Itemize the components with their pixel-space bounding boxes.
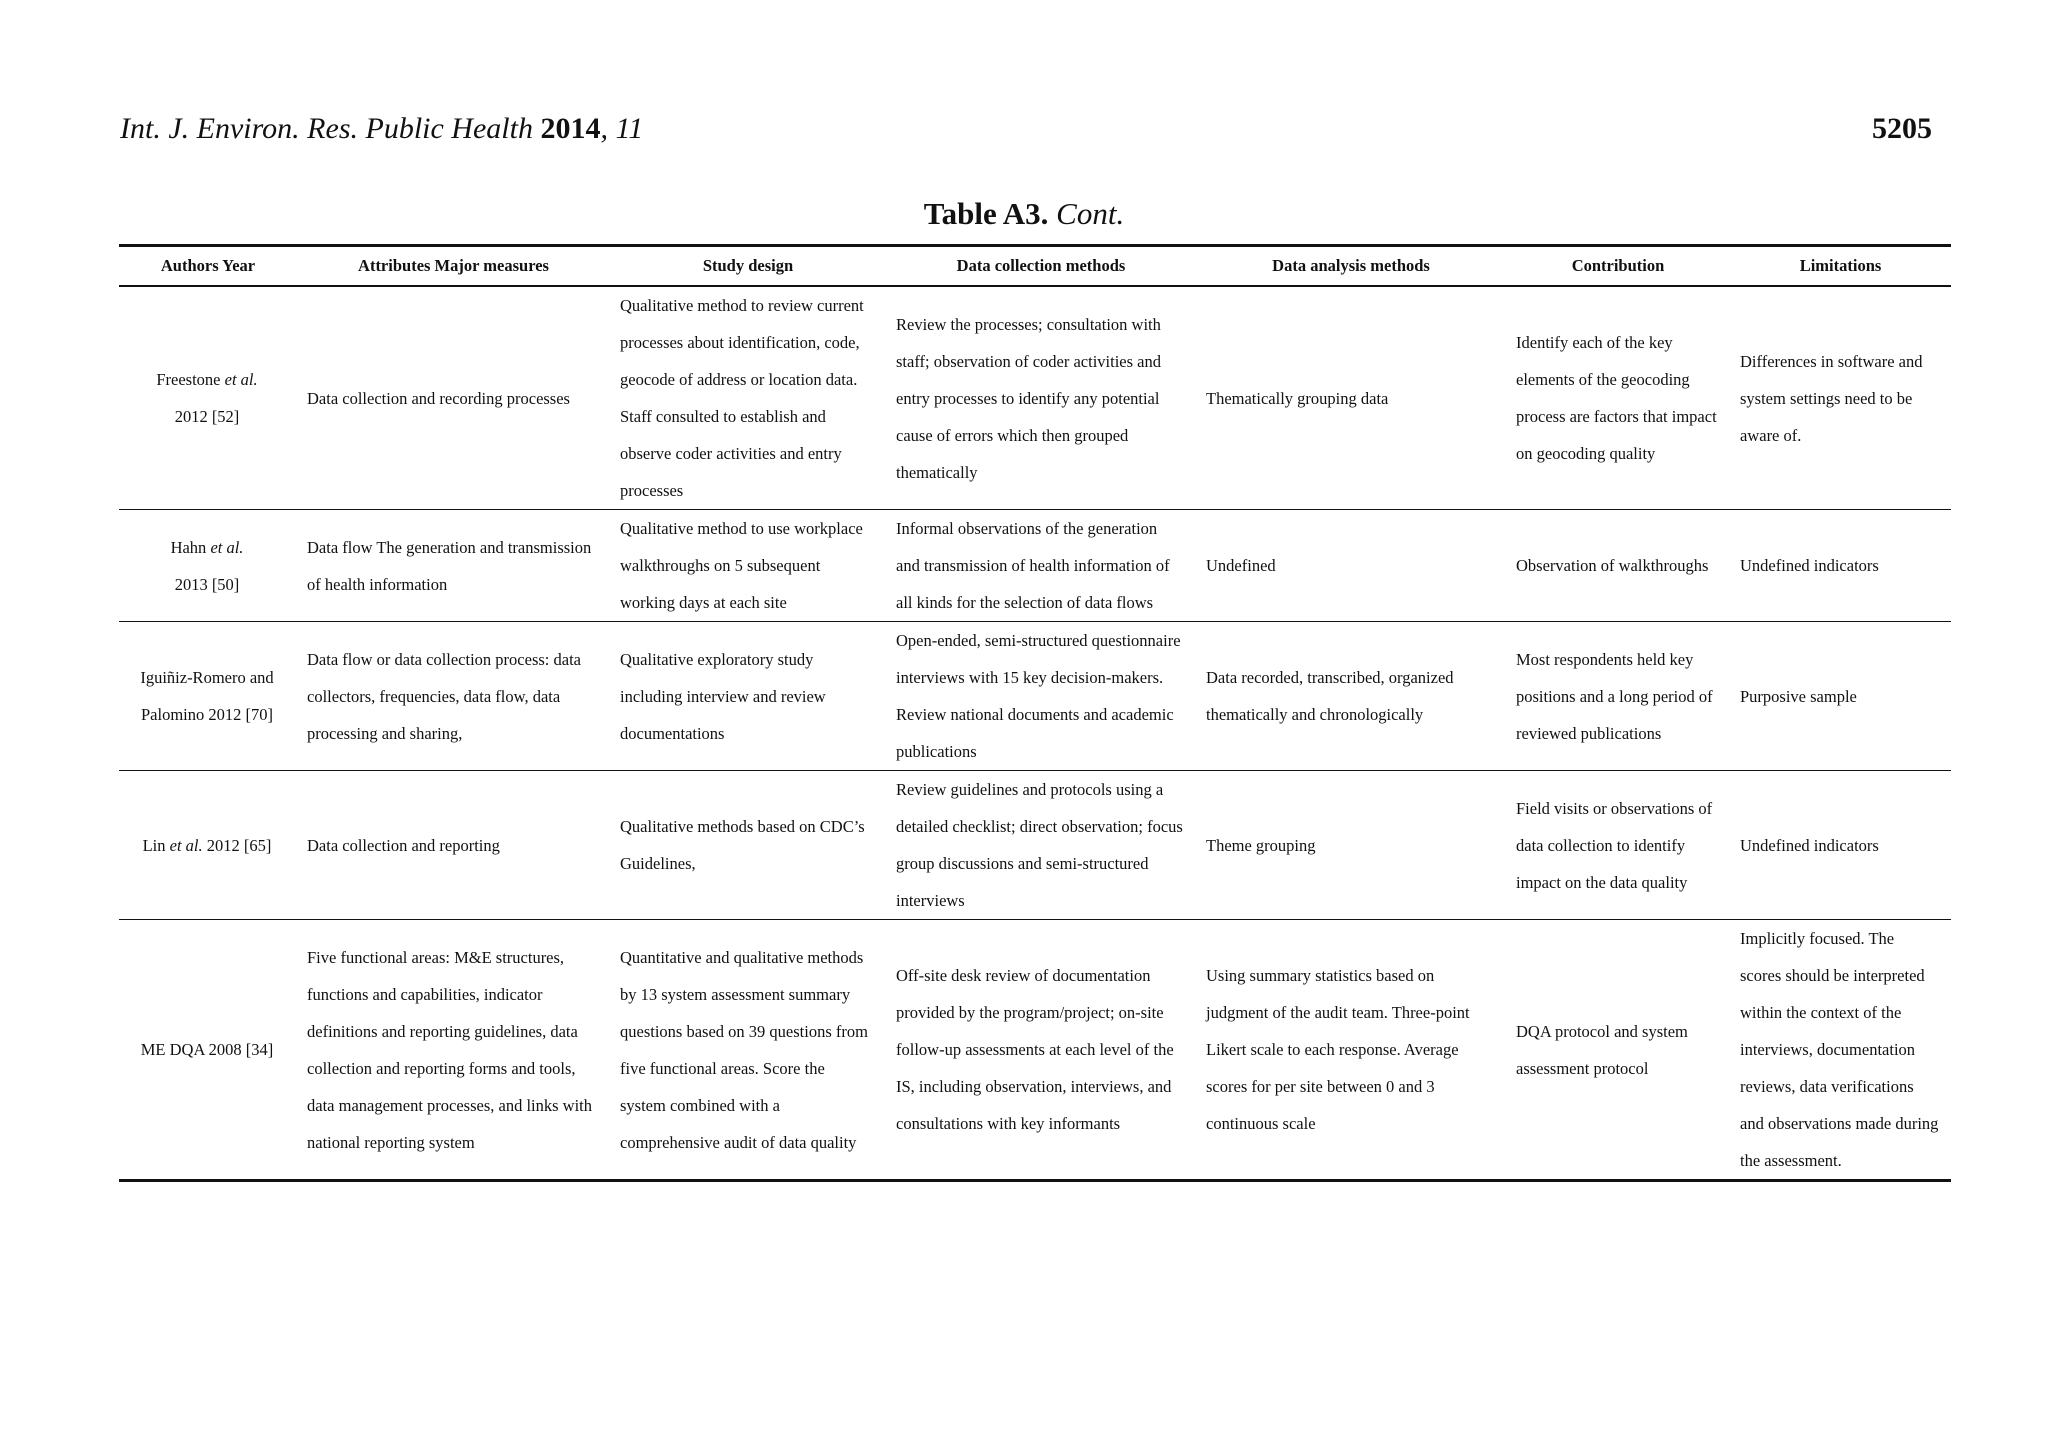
attributes-cell: Data collection and recording processes — [297, 286, 610, 510]
contribution-cell: Identify each of the key elements of the geocoding process are factors that impact on geocoding quality — [1506, 286, 1730, 510]
column-header: Data analysis methods — [1196, 246, 1506, 287]
data-analysis-cell: Undefined — [1196, 510, 1506, 622]
limitations-cell: Purposive sample — [1730, 622, 1951, 771]
contribution-cell: Observation of walkthroughs — [1506, 510, 1730, 622]
column-header: Study design — [610, 246, 886, 287]
journal-year: 2014 — [540, 112, 601, 145]
data-analysis-cell: Thematically grouping data — [1196, 286, 1506, 510]
column-header: Authors Year — [119, 246, 297, 287]
journal-name: Int. J. Environ. Res. Public Health — [120, 112, 533, 145]
author-cell: Freestone et al. 2012 [52] — [119, 286, 297, 510]
data-table — [119, 244, 1951, 1182]
author-cell: Lin et al. 2012 [65] — [119, 771, 297, 920]
limitations-cell: Implicitly focused. The scores should be interpreted within the context of the interviews, documentation reviews, data verifications and observations made during the assessment. — [1730, 920, 1951, 1181]
table-header-row — [119, 246, 1951, 287]
table-cont: Cont. — [1056, 196, 1125, 231]
journal-volume: 11 — [615, 112, 644, 145]
data-collection-cell: Off-site desk review of documentation provided by the program/project; on-site follow-up assessments at each level of the IS, including observation, interviews, and consultations with key informants — [886, 920, 1196, 1181]
attributes-cell: Data collection and reporting — [297, 771, 610, 920]
table-row — [119, 622, 1951, 771]
limitations-cell: Undefined indicators — [1730, 771, 1951, 920]
author-cell: ME DQA 2008 [34] — [119, 920, 297, 1181]
column-header: Attributes Major measures — [297, 246, 610, 287]
table-row — [119, 510, 1951, 622]
table-row — [119, 771, 1951, 920]
journal-citation: Int. J. Environ. Res. Public Health 2014, 11 — [120, 112, 644, 145]
column-header: Data collection methods — [886, 246, 1196, 287]
contribution-cell: DQA protocol and system assessment protocol — [1506, 920, 1730, 1181]
data-analysis-cell: Using summary statistics based on judgment of the audit team. Three-point Likert scale to each response. Average scores for per site between 0 and 3 continuous scale — [1196, 920, 1506, 1181]
data-analysis-cell: Theme grouping — [1196, 771, 1506, 920]
author-cell: Hahn et al. 2013 [50] — [119, 510, 297, 622]
study-design-cell: Qualitative method to review current processes about identification, code, geocode of address or location data. Staff consulted to establish and observe coder activities and entry processes — [610, 286, 886, 510]
attributes-cell: Data flow or data collection process: data collectors, frequencies, data flow, data processing and sharing, — [297, 622, 610, 771]
limitations-cell: Differences in software and system settings need to be aware of. — [1730, 286, 1951, 510]
study-design-cell: Qualitative methods based on CDC’s Guidelines, — [610, 771, 886, 920]
data-collection-cell: Review the processes; consultation with staff; observation of coder activities and entry processes to identify any potential cause of errors which then grouped thematically — [886, 286, 1196, 510]
author-cell: Iguiñiz-Romero and Palomino 2012 [70] — [119, 622, 297, 771]
table-row — [119, 286, 1951, 510]
data-collection-cell: Open-ended, semi-structured questionnaire interviews with 15 key decision-makers. Review national documents and academic publications — [886, 622, 1196, 771]
attributes-cell: Data flow The generation and transmission of health information — [297, 510, 610, 622]
limitations-cell: Undefined indicators — [1730, 510, 1951, 622]
attributes-cell: Five functional areas: M&E structures, functions and capabilities, indicator definitions and reporting guidelines, data collection and reporting forms and tools, data management processes, and links with national reporting system — [297, 920, 610, 1181]
column-header: Contribution — [1506, 246, 1730, 287]
table-label: Table A3. — [923, 196, 1049, 231]
study-design-cell: Qualitative exploratory study including interview and review documentations — [610, 622, 886, 771]
page-number: 5205 — [1872, 112, 1932, 145]
table-row — [119, 920, 1951, 1181]
contribution-cell: Field visits or observations of data collection to identify impact on the data quality — [1506, 771, 1730, 920]
contribution-cell: Most respondents held key positions and a long period of reviewed publications — [1506, 622, 1730, 771]
study-design-cell: Qualitative method to use workplace walkthroughs on 5 subsequent working days at each site — [610, 510, 886, 622]
data-collection-cell: Review guidelines and protocols using a detailed checklist; direct observation; focus group discussions and semi-structured interviews — [886, 771, 1196, 920]
column-header: Limitations — [1730, 246, 1951, 287]
study-design-cell: Quantitative and qualitative methods by 13 system assessment summary questions based on 39 questions from five functional areas. Score the system combined with a comprehensive audit of data quality — [610, 920, 886, 1181]
data-analysis-cell: Data recorded, transcribed, organized thematically and chronologically — [1196, 622, 1506, 771]
table-caption — [0, 196, 2048, 232]
data-collection-cell: Informal observations of the generation and transmission of health information of all kinds for the selection of data flows — [886, 510, 1196, 622]
